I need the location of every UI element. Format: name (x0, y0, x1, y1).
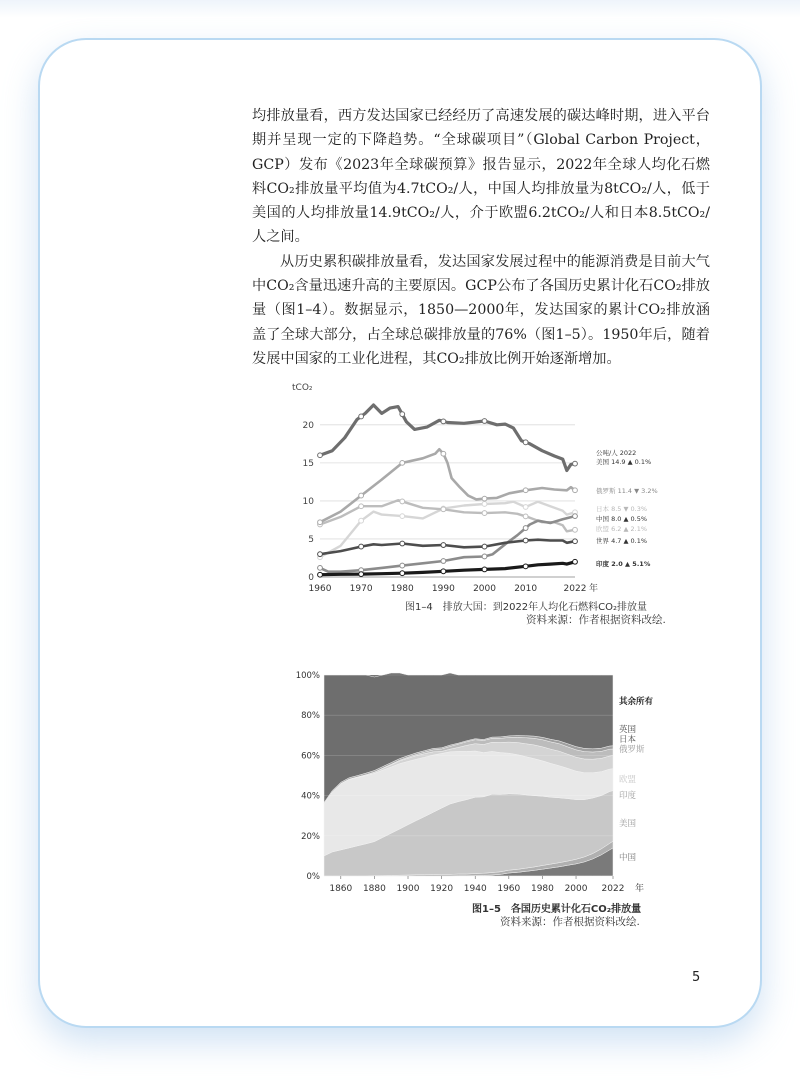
data-point-俄罗斯 (359, 493, 364, 498)
x-axis-label: 年 (635, 884, 645, 894)
legend-title: 公吨/人 2022 (596, 449, 637, 457)
area-label-英国: 英国 (619, 725, 637, 735)
series-line-印度 (320, 562, 575, 575)
figure-1-5-source: 资料来源：作者根据资料改绘. (500, 916, 640, 928)
area-label-欧盟: 欧盟 (619, 775, 637, 785)
paragraph-1: 均排放量看，西方发达国家已经经历了高速发展的碳达峰时期，进入平台期并呈现一定的下降趋势。“全球碳项目”（Global Carbon Project，GCP）发布《2023年全球碳预算》报告显示，2022年全球人均化石燃料CO₂排放量平均值为4.7tCO₂/人，中国人均排放量为8tCO₂/人，低于美国的人均排放量14.9tCO₂/人，介于欧盟6.2tCO₂/人和日本8.5tCO₂/人之间。 (252, 108, 710, 246)
y-tick-label: 0 (308, 573, 314, 583)
figure-1-4-source: 资料来源：作者根据资料改绘. (526, 614, 666, 626)
data-point-美国 (573, 461, 578, 466)
data-point-俄罗斯 (441, 451, 446, 456)
data-point-美国 (359, 414, 364, 419)
y-tick-label: 40% (301, 791, 320, 802)
figure-1-4-caption: 图1–4 排放大国：到2022年人均化石燃料CO₂排放量 (405, 602, 648, 613)
legend-entry-世界: 世界 4.7 ▲ 0.1% (596, 537, 648, 545)
page-top-band (0, 0, 800, 18)
y-tick-label: 80% (301, 711, 320, 722)
data-point-欧盟 (573, 527, 578, 532)
x-tick-label: 1860 (329, 884, 353, 894)
x-tick-label: 1970 (349, 584, 373, 594)
y-tick-label: 15 (302, 458, 314, 469)
x-tick-label: 1880 (362, 884, 386, 894)
data-point-世界 (573, 539, 578, 544)
data-point-俄罗斯 (573, 488, 578, 493)
series-line-世界 (320, 540, 575, 555)
data-point-俄罗斯 (400, 460, 405, 465)
data-point-日本 (359, 518, 364, 523)
data-point-中国 (441, 559, 446, 564)
data-point-欧盟 (359, 504, 364, 509)
data-point-世界 (318, 552, 323, 557)
y-tick-label: 0% (306, 872, 320, 882)
data-point-印度 (441, 569, 446, 574)
data-point-美国 (523, 440, 528, 445)
x-tick-label: 1940 (463, 884, 487, 894)
y-axis-label: tCO₂ (292, 383, 313, 393)
data-point-日本 (482, 502, 487, 507)
data-point-世界 (523, 538, 528, 543)
x-tick-label: 1960 (497, 884, 521, 894)
data-point-中国 (318, 565, 323, 570)
x-tick-label: 1980 (390, 584, 414, 594)
data-point-美国 (318, 453, 323, 458)
data-point-日本 (400, 514, 405, 519)
legend-entry-中国: 中国 8.0 ▲ 0.5% (596, 515, 648, 523)
x-tick-label: 1980 (530, 884, 554, 894)
area-label-印度: 印度 (619, 791, 637, 801)
data-point-印度 (318, 572, 323, 577)
area-label-日本: 日本 (619, 735, 637, 745)
data-point-美国 (400, 412, 405, 417)
x-tick-label: 2010 (514, 584, 538, 594)
y-tick-label: 60% (301, 751, 320, 762)
legend-entry-欧盟: 欧盟 6.2 ▲ 2.1% (596, 525, 648, 533)
legend-entry-日本: 日本 8.5 ▼ 0.3% (596, 505, 648, 513)
data-point-印度 (523, 564, 528, 569)
area-label-美国: 美国 (619, 819, 637, 829)
paragraph-2: 从历史累积碳排放量看，发达国家发展过程中的能源消费是目前大气中CO₂含量迅速升高的主要原因。GCP公布了各国历史累计化石CO₂排放量（图1–4）。数据显示，1850—2000年，发达国家的累计CO₂排放涵盖了全球大部分，占全球总碳排放量的76%（图1–5）。1950年后，随着发展中国家的工业化进程，其CO₂排放比例开始逐渐增加。 (252, 253, 710, 367)
x-tick-label: 1900 (396, 884, 420, 894)
data-point-俄罗斯 (482, 496, 487, 501)
data-point-世界 (441, 543, 446, 548)
x-tick-label: 2000 (473, 584, 496, 594)
figure-1-4-line-chart (290, 380, 710, 595)
data-point-中国 (482, 554, 487, 559)
data-point-世界 (482, 544, 487, 549)
x-tick-label: 2022 (601, 884, 625, 894)
data-point-中国 (573, 514, 578, 519)
data-point-欧盟 (400, 499, 405, 504)
series-line-欧盟 (320, 500, 575, 531)
x-tick-label: 2000 (564, 884, 588, 894)
data-point-中国 (400, 563, 405, 568)
data-point-世界 (400, 541, 405, 546)
area-label-中国: 中国 (619, 853, 637, 863)
data-point-俄罗斯 (318, 520, 323, 525)
page-number: 5 (692, 970, 701, 985)
x-tick-label: 1990 (431, 584, 455, 594)
x-tick-label: 2022 (563, 584, 587, 594)
data-point-欧盟 (482, 511, 487, 516)
x-tick-label: 1920 (430, 884, 454, 894)
body-text (252, 104, 710, 371)
area-label-其余所有: 其余所有 (619, 697, 654, 707)
figure-1-5-caption: 图1–5 各国历史累计化石CO₂排放量 (472, 904, 642, 915)
legend-entry-印度: 印度 2.0 ▲ 5.1% (596, 560, 651, 568)
y-tick-label: 100% (295, 671, 320, 681)
data-point-世界 (359, 544, 364, 549)
y-tick-label: 20 (302, 420, 314, 431)
legend-entry-俄罗斯: 俄罗斯 11.4 ▼ 3.2% (596, 487, 658, 495)
data-point-日本 (523, 505, 528, 510)
x-tick-label: 1960 (308, 584, 332, 594)
data-point-欧盟 (441, 507, 446, 512)
data-point-印度 (359, 572, 364, 577)
data-point-中国 (523, 526, 528, 531)
data-point-印度 (400, 571, 405, 576)
y-tick-label: 5 (308, 534, 314, 545)
y-tick-label: 20% (301, 831, 320, 842)
x-axis-label: 年 (589, 584, 599, 594)
data-point-美国 (441, 419, 446, 424)
data-point-欧盟 (523, 514, 528, 519)
data-point-印度 (482, 567, 487, 572)
y-tick-label: 10 (302, 496, 314, 507)
legend-entry-美国: 美国 14.9 ▲ 0.1% (596, 458, 652, 466)
series-line-俄罗斯 (320, 449, 575, 522)
area-label-俄罗斯: 俄罗斯 (619, 745, 645, 755)
data-point-印度 (573, 559, 578, 564)
data-point-俄罗斯 (523, 488, 528, 493)
figure-1-5-area-chart (290, 664, 710, 896)
data-point-美国 (482, 419, 487, 424)
